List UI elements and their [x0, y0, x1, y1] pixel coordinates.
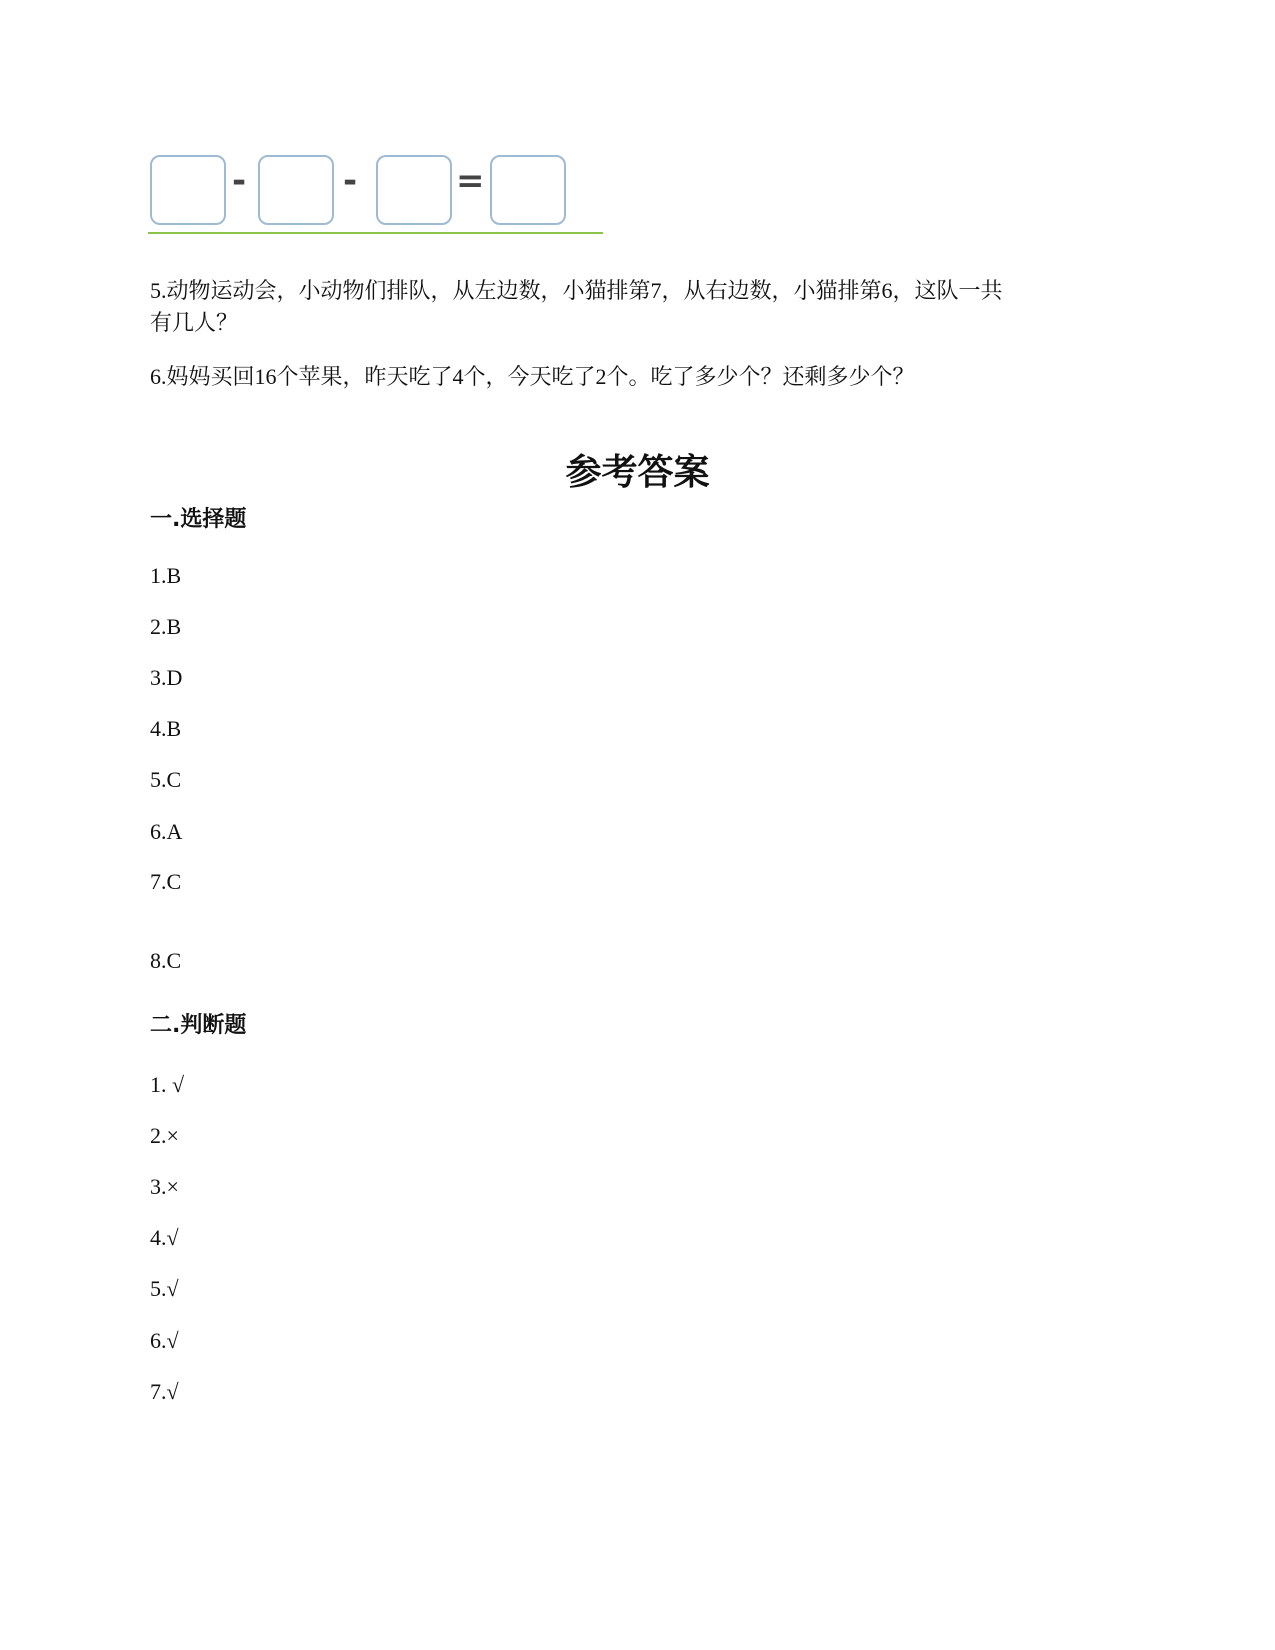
answer-item: 5.√ — [150, 1276, 179, 1301]
equation-figure — [148, 147, 604, 237]
answer-item: 7.C — [150, 869, 182, 894]
problem-text: 6.妈妈买回16个苹果，昨天吃了4个，今天吃了2个。吃了多少个？还剩多少个？ — [150, 364, 915, 389]
problem-text: 有几人？ — [150, 310, 239, 335]
blank-box — [258, 155, 334, 225]
answer-item: 3.× — [150, 1174, 179, 1199]
answer-item: 4.B — [150, 716, 182, 741]
blank-box — [376, 155, 452, 225]
problem-5 — [150, 275, 1130, 339]
answer-item: 1. √ — [150, 1072, 185, 1097]
answer-item: 2.B — [150, 614, 182, 639]
answer-item: 6.A — [150, 819, 183, 844]
answer-item: 7.√ — [150, 1379, 179, 1404]
problem-6 — [150, 361, 1130, 393]
answer-item: 8.C — [150, 948, 182, 973]
equals-sign: = — [456, 161, 485, 201]
equation-underline — [148, 232, 603, 234]
problem-text: 5.动物运动会，小动物们排队，从左边数，小猫排第7，从右边数，小猫排第6，这队一共 — [150, 278, 1003, 303]
section-heading-judgement: 二.判断题 — [150, 1013, 247, 1038]
answer-item: 4.√ — [150, 1225, 179, 1250]
section-heading-choice: 一.选择题 — [150, 507, 247, 532]
answer-item: 1.B — [150, 563, 182, 588]
answer-key-title: 参考答案 — [565, 452, 710, 493]
blank-box — [490, 155, 566, 225]
blank-box — [150, 155, 226, 225]
answer-item: 6.√ — [150, 1328, 179, 1353]
answer-item: 2.× — [150, 1123, 179, 1148]
answer-item: 3.D — [150, 665, 183, 690]
minus-sign: - — [232, 161, 247, 201]
minus-sign: - — [343, 161, 358, 201]
answer-item: 5.C — [150, 767, 182, 792]
